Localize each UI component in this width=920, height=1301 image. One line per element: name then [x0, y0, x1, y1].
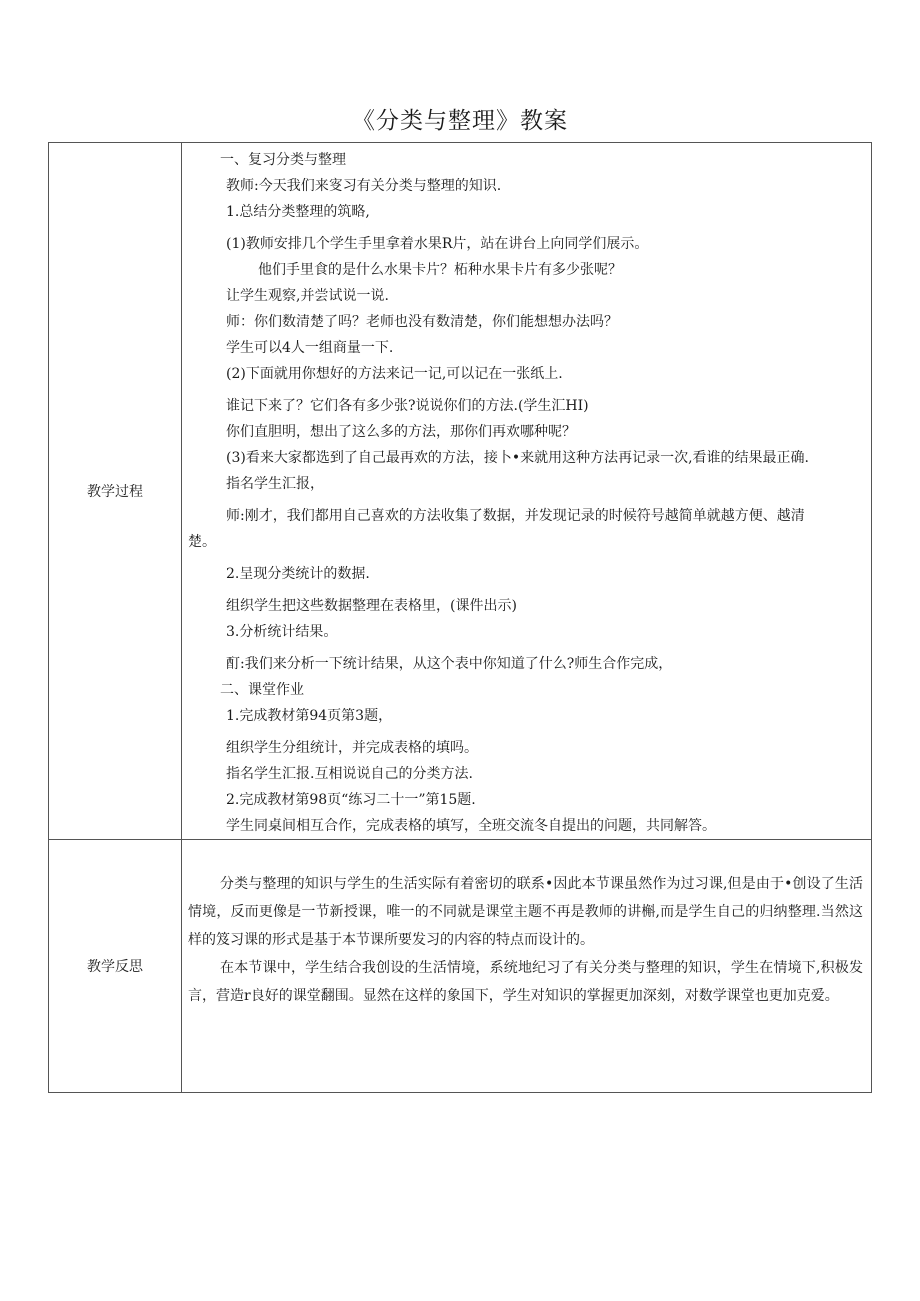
reflection-content — [182, 840, 872, 1093]
process-line: 学生可以4人一组商量一下. — [226, 340, 394, 356]
process-line: 2.呈现分类统计的数据. — [226, 566, 370, 582]
process-line: 酊:我们来分析一下统计结果，从这个表中你知道了什么?师生合作完成， — [226, 656, 673, 672]
process-line: 谁记下来了？它们各有多少张?说说你们的方法.(学生汇HI) — [226, 398, 589, 414]
section-heading-homework: 二、课堂作业 — [220, 682, 304, 698]
process-line: 让学生观察,并尝试说一说. — [226, 288, 389, 304]
process-line: 2.完成教材第98页“练习二十一”第15题. — [226, 792, 476, 808]
process-line: 教师:今天我们来叜习有关分类与整理的知识. — [226, 178, 502, 194]
row-label-process: 教学过程 — [49, 143, 182, 840]
process-line: 1.总结分类整理的筑略, — [226, 204, 370, 220]
process-line: (3)看来大家都选到了自己最再欢的方法，接卜•来就用这种方法再记录一次,看谁的结果最正确. — [226, 450, 809, 466]
page-title: 《分类与整理》教案 — [352, 108, 568, 134]
table-row-reflection — [49, 840, 872, 1093]
process-line: 你们直胆明，想出了这么多的方法，那你们再欢哪种呢？ — [226, 424, 576, 440]
process-line: 组织学生把这些数据整理在表格里，(课件出示) — [226, 598, 517, 614]
lesson-plan-table — [48, 142, 872, 1093]
process-line: 他们手里食的是什么水果卡片？柘种水果卡片有多少张呢？ — [258, 262, 622, 278]
process-line: 组织学生分组统计，并完成表格的填吗。 — [226, 740, 478, 756]
process-line: 指名学生汇报， — [226, 476, 324, 492]
process-line: (1)教师安排几个学生手里拿着水果R片，站在讲台上向同学们展示。 — [226, 236, 649, 252]
reflection-paragraph: 分类与整理的知识与学生的生活实际有着密切的联系•因此本节课虽然作为过习课,但是由于•创设了生活情境，反而更像是一节新授课，唯一的不同就是课堂主题不再是教师的讲槲,而是学生自己的归纳整理.当然这样的笈习课的形式是基于本节课所要发习的内容的特点而设计的。 — [188, 876, 863, 948]
process-line: 师：你们数清楚了吗？老师也没有数清楚，你们能想想办法吗？ — [226, 314, 618, 330]
process-line: 1.完成教材第94页第3题， — [226, 708, 393, 724]
section-heading-review: 一、复习分类与整理 — [220, 152, 346, 168]
process-line: (2)下面就用你想好的方法来记一记,可以记在一张纸上. — [226, 366, 563, 382]
row-label-reflection: 教学反思 — [49, 840, 182, 1093]
table-row-process — [49, 143, 872, 840]
process-line: 指名学生汇报.互相说说自己的分类方法. — [226, 766, 473, 782]
reflection-paragraph: 在本节课中，学生结合我创设的生活情境，系统地纪习了有关分类与整理的知识，学生在情境下,积极发言，营造r良好的课堂翻围。显然在这样的象国下，学生对知识的掌握更加深刻，对数学课堂也更加克爱。 — [188, 960, 863, 1004]
process-line: 楚。 — [188, 534, 216, 550]
process-content — [182, 143, 872, 840]
process-line: 师:刚才，我们都用自己喜欢的方法收集了数据，并发现记录的时候符号越简单就越方便、越清 — [226, 508, 805, 524]
process-line: 学生同桌间相互合作，完成表格的填写，全班交流冬自提出的问题，共同解答。 — [226, 818, 716, 834]
process-line: 3.分析统计结果。 — [226, 624, 338, 640]
